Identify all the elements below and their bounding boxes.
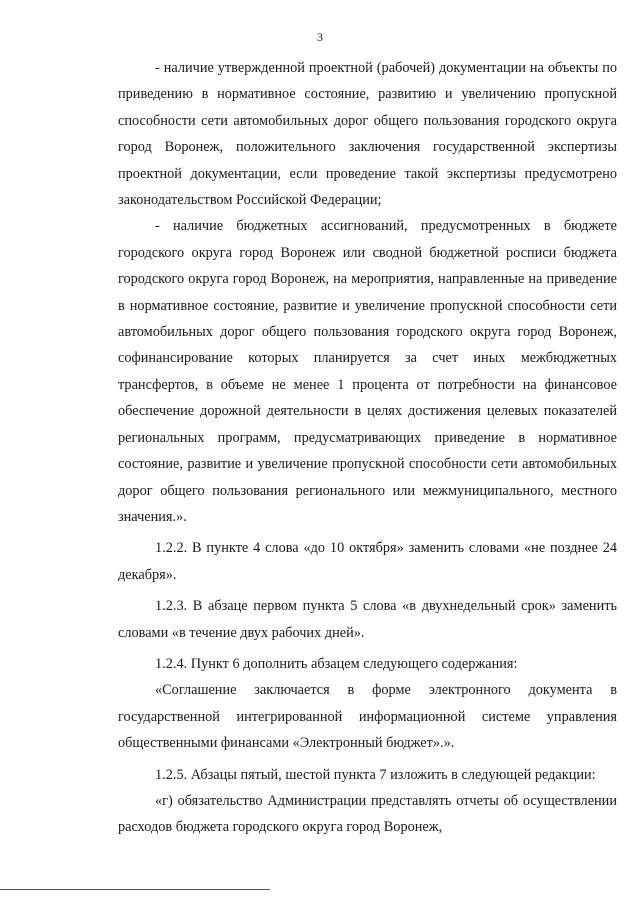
paragraph-budget-allocations: - наличие бюджетных ассигнований, предусмотренных в бюджете городского округа город Воронеж или сводной бюджетной росписи бюджета городского округа город Воронеж, на мероприятия, направленные на приведение в нормативное состояние, развитие и увеличение пропускной способности сети автомобильных дорог общего пользования городского округа город Воронеж, софинансирование которых планируется за счет иных межбюджетных трансфертов, в объеме не менее 1 процента от потребности на финансовое обеспечение дорожной деятельности в целях достижения целевых показателей региональных программ, предусматривающих приведение в нормативное состояние, развитие и увеличение пропускной способности сети автомобильных дорог общего пользования регионального или межмуниципального, местного значения.». [118, 218, 617, 525]
paragraph-1-2-3: 1.2.3. В абзаце первом пункта 5 слова «в двухнедельный срок» заменить словами «в течение двух рабочих дней». [118, 598, 617, 641]
paragraph-1-2-5: 1.2.5. Абзацы пятый, шестой пункта 7 изложить в следующей редакции: [155, 766, 596, 783]
paragraph-obligation-g: «г) обязательство Администрации представлять отчеты об осуществлении расходов бюджета городского округа город Воронеж, [118, 792, 617, 836]
paragraph-1-2-2: 1.2.2. В пункте 4 слова «до 10 октября» заменить словами «не позднее 24 декабря». [118, 540, 617, 583]
paragraph-agreement-form: «Соглашение заключается в форме электронного документа в государственной интегрированной информационной системе управления общественными финансами «Электронный бюджет».». [118, 682, 617, 752]
bottom-divider [0, 889, 270, 890]
page-number: 3 [317, 30, 323, 44]
paragraph-project-documentation: - наличие утвержденной проектной (рабочей) документации на объекты по приведению в нормативное состояние, развитию и увеличению пропускной способности сети автомобильных дорог общего пользования городского округа город Воронеж, положительного заключения государственной экспертизы проектной документации, если проведение такой экспертизы предусмотрено законодательством Российской Федерации; [118, 60, 617, 209]
paragraph-1-2-4: 1.2.4. Пункт 6 дополнить абзацем следующего содержания: [155, 655, 518, 672]
document-body [118, 55, 617, 841]
